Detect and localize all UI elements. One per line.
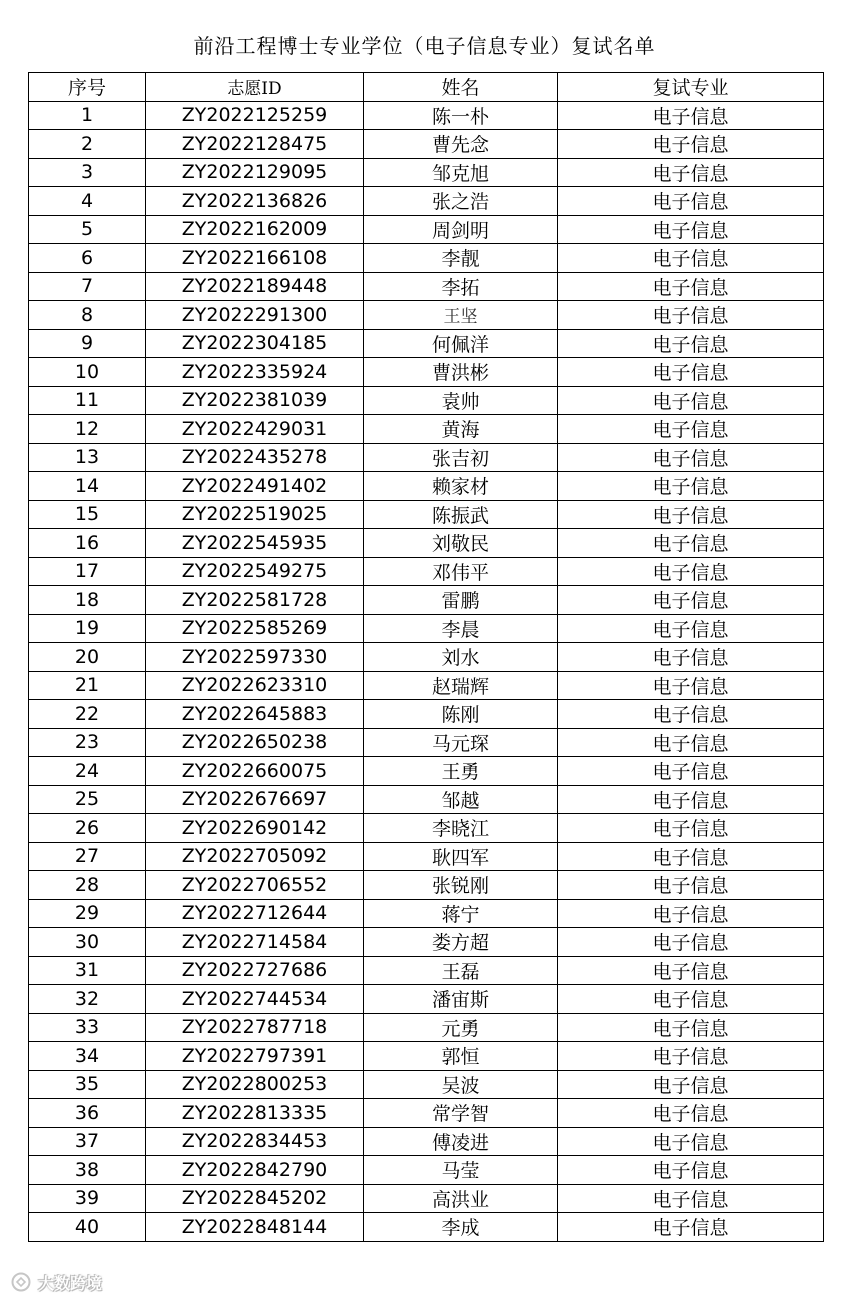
cell-name: 吴波	[364, 1070, 558, 1099]
cell-application-id: ZY2022125259	[146, 101, 364, 130]
cell-serial-no: 13	[29, 443, 146, 472]
cell-name: 刘敬民	[364, 529, 558, 558]
cell-major: 电子信息	[558, 272, 824, 301]
cell-application-id: ZY2022429031	[146, 415, 364, 444]
table-row	[29, 1127, 824, 1156]
cell-serial-no: 23	[29, 728, 146, 757]
table-row	[29, 586, 824, 615]
cell-name: 马元琛	[364, 728, 558, 757]
cell-application-id: ZY2022800253	[146, 1070, 364, 1099]
cell-name: 郭恒	[364, 1042, 558, 1071]
cell-serial-no: 34	[29, 1042, 146, 1071]
cell-major: 电子信息	[558, 1013, 824, 1042]
cell-name: 赵瑞辉	[364, 671, 558, 700]
cell-application-id: ZY2022744534	[146, 985, 364, 1014]
cell-application-id: ZY2022491402	[146, 472, 364, 501]
cell-name: 李拓	[364, 272, 558, 301]
table-row	[29, 529, 824, 558]
cell-major: 电子信息	[558, 842, 824, 871]
cell-application-id: ZY2022128475	[146, 130, 364, 159]
cell-name: 黄海	[364, 415, 558, 444]
cell-serial-no: 39	[29, 1184, 146, 1213]
cell-application-id: ZY2022813335	[146, 1099, 364, 1128]
cell-serial-no: 32	[29, 985, 146, 1014]
cell-name: 曹先念	[364, 130, 558, 159]
cell-major: 电子信息	[558, 557, 824, 586]
cell-application-id: ZY2022705092	[146, 842, 364, 871]
cell-application-id: ZY2022545935	[146, 529, 364, 558]
table-row	[29, 215, 824, 244]
table-row	[29, 472, 824, 501]
watermark-text: 大数跨境	[38, 1273, 103, 1293]
cell-major: 电子信息	[558, 785, 824, 814]
cell-serial-no: 22	[29, 700, 146, 729]
cell-serial-no: 35	[29, 1070, 146, 1099]
table-row	[29, 244, 824, 273]
cell-application-id: ZY2022797391	[146, 1042, 364, 1071]
table-row	[29, 1184, 824, 1213]
cell-serial-no: 30	[29, 928, 146, 957]
table-row	[29, 443, 824, 472]
cell-application-id: ZY2022166108	[146, 244, 364, 273]
table-row	[29, 358, 824, 387]
cell-major: 电子信息	[558, 130, 824, 159]
cell-application-id: ZY2022706552	[146, 871, 364, 900]
table-row	[29, 728, 824, 757]
cell-name: 张吉初	[364, 443, 558, 472]
cell-name: 潘宙斯	[364, 985, 558, 1014]
cell-name: 马莹	[364, 1156, 558, 1185]
cell-serial-no: 6	[29, 244, 146, 273]
table-row	[29, 757, 824, 786]
cell-major: 电子信息	[558, 215, 824, 244]
watermark	[10, 1269, 102, 1295]
cell-application-id: ZY2022581728	[146, 586, 364, 615]
cell-major: 电子信息	[558, 1099, 824, 1128]
table-row	[29, 130, 824, 159]
cell-name: 傅凌进	[364, 1127, 558, 1156]
cell-serial-no: 33	[29, 1013, 146, 1042]
table-row	[29, 1070, 824, 1099]
cell-application-id: ZY2022597330	[146, 643, 364, 672]
cell-serial-no: 11	[29, 386, 146, 415]
cell-serial-no: 12	[29, 415, 146, 444]
cell-application-id: ZY2022162009	[146, 215, 364, 244]
cell-serial-no: 37	[29, 1127, 146, 1156]
header-major: 复试专业	[558, 73, 824, 102]
cell-serial-no: 1	[29, 101, 146, 130]
cell-application-id: ZY2022291300	[146, 301, 364, 330]
cell-serial-no: 26	[29, 814, 146, 843]
cell-application-id: ZY2022676697	[146, 785, 364, 814]
roster-table	[28, 72, 824, 1242]
cell-serial-no: 3	[29, 158, 146, 187]
cell-major: 电子信息	[558, 586, 824, 615]
table-row	[29, 272, 824, 301]
cell-name: 娄方超	[364, 928, 558, 957]
cell-major: 电子信息	[558, 956, 824, 985]
cell-application-id: ZY2022129095	[146, 158, 364, 187]
table-row	[29, 386, 824, 415]
cell-serial-no: 9	[29, 329, 146, 358]
cell-major: 电子信息	[558, 899, 824, 928]
table-row	[29, 1042, 824, 1071]
cell-application-id: ZY2022848144	[146, 1213, 364, 1242]
cell-name: 何佩洋	[364, 329, 558, 358]
cell-name: 李晨	[364, 614, 558, 643]
cell-major: 电子信息	[558, 871, 824, 900]
header-application-id: 志愿ID	[146, 73, 364, 102]
cell-serial-no: 15	[29, 500, 146, 529]
cell-name: 李晓江	[364, 814, 558, 843]
cell-application-id: ZY2022304185	[146, 329, 364, 358]
cell-major: 电子信息	[558, 1156, 824, 1185]
table-row	[29, 871, 824, 900]
page-title: 前沿工程博士专业学位（电子信息专业）复试名单	[193, 34, 656, 58]
cell-name: 赖家材	[364, 472, 558, 501]
table-row	[29, 671, 824, 700]
cell-name: 周剑明	[364, 215, 558, 244]
cell-application-id: ZY2022787718	[146, 1013, 364, 1042]
cell-application-id: ZY2022842790	[146, 1156, 364, 1185]
cell-major: 电子信息	[558, 500, 824, 529]
cell-serial-no: 27	[29, 842, 146, 871]
table-header-row	[29, 73, 824, 102]
cell-serial-no: 14	[29, 472, 146, 501]
header-name: 姓名	[364, 73, 558, 102]
table-row	[29, 158, 824, 187]
header-serial-no: 序号	[29, 73, 146, 102]
cell-serial-no: 21	[29, 671, 146, 700]
cell-serial-no: 20	[29, 643, 146, 672]
cell-serial-no: 36	[29, 1099, 146, 1128]
table-row	[29, 1013, 824, 1042]
table-row	[29, 329, 824, 358]
cell-name: 张之浩	[364, 187, 558, 216]
cell-major: 电子信息	[558, 472, 824, 501]
cell-major: 电子信息	[558, 928, 824, 957]
cell-application-id: ZY2022712644	[146, 899, 364, 928]
table-row	[29, 899, 824, 928]
cell-application-id: ZY2022519025	[146, 500, 364, 529]
table-row	[29, 842, 824, 871]
cell-major: 电子信息	[558, 614, 824, 643]
cell-name: 曹洪彬	[364, 358, 558, 387]
cell-application-id: ZY2022549275	[146, 557, 364, 586]
cell-serial-no: 8	[29, 301, 146, 330]
table-row	[29, 557, 824, 586]
cell-application-id: ZY2022845202	[146, 1184, 364, 1213]
cell-name: 邹克旭	[364, 158, 558, 187]
roster-body	[29, 101, 824, 1241]
cell-major: 电子信息	[558, 158, 824, 187]
table-row	[29, 785, 824, 814]
cell-name: 张锐刚	[364, 871, 558, 900]
table-row	[29, 415, 824, 444]
table-row	[29, 301, 824, 330]
cell-major: 电子信息	[558, 728, 824, 757]
cell-major: 电子信息	[558, 671, 824, 700]
cell-name: 蒋宁	[364, 899, 558, 928]
cell-major: 电子信息	[558, 529, 824, 558]
brand-logo-icon	[10, 1271, 32, 1293]
table-row	[29, 500, 824, 529]
cell-application-id: ZY2022834453	[146, 1127, 364, 1156]
cell-application-id: ZY2022381039	[146, 386, 364, 415]
cell-name: 陈一朴	[364, 101, 558, 130]
cell-major: 电子信息	[558, 244, 824, 273]
cell-serial-no: 17	[29, 557, 146, 586]
cell-serial-no: 4	[29, 187, 146, 216]
cell-major: 电子信息	[558, 643, 824, 672]
table-row	[29, 101, 824, 130]
cell-name: 李靓	[364, 244, 558, 273]
cell-major: 电子信息	[558, 1213, 824, 1242]
cell-serial-no: 16	[29, 529, 146, 558]
cell-name: 王坚	[364, 301, 558, 330]
cell-application-id: ZY2022645883	[146, 700, 364, 729]
cell-serial-no: 40	[29, 1213, 146, 1242]
cell-name: 李成	[364, 1213, 558, 1242]
cell-application-id: ZY2022335924	[146, 358, 364, 387]
table-row	[29, 814, 824, 843]
cell-major: 电子信息	[558, 1042, 824, 1071]
cell-application-id: ZY2022623310	[146, 671, 364, 700]
cell-name: 袁帅	[364, 386, 558, 415]
cell-major: 电子信息	[558, 700, 824, 729]
cell-name: 邹越	[364, 785, 558, 814]
table-row	[29, 985, 824, 1014]
table-row	[29, 1213, 824, 1242]
cell-name: 王磊	[364, 956, 558, 985]
cell-major: 电子信息	[558, 301, 824, 330]
cell-serial-no: 24	[29, 757, 146, 786]
cell-serial-no: 10	[29, 358, 146, 387]
cell-major: 电子信息	[558, 985, 824, 1014]
cell-name: 王勇	[364, 757, 558, 786]
cell-major: 电子信息	[558, 757, 824, 786]
table-row	[29, 700, 824, 729]
cell-major: 电子信息	[558, 187, 824, 216]
cell-major: 电子信息	[558, 329, 824, 358]
cell-application-id: ZY2022585269	[146, 614, 364, 643]
cell-application-id: ZY2022660075	[146, 757, 364, 786]
cell-application-id: ZY2022189448	[146, 272, 364, 301]
cell-application-id: ZY2022714584	[146, 928, 364, 957]
cell-major: 电子信息	[558, 1184, 824, 1213]
cell-name: 元勇	[364, 1013, 558, 1042]
cell-application-id: ZY2022727686	[146, 956, 364, 985]
cell-serial-no: 19	[29, 614, 146, 643]
cell-serial-no: 5	[29, 215, 146, 244]
cell-serial-no: 25	[29, 785, 146, 814]
table-row	[29, 1156, 824, 1185]
cell-major: 电子信息	[558, 443, 824, 472]
cell-name: 耿四军	[364, 842, 558, 871]
cell-serial-no: 38	[29, 1156, 146, 1185]
cell-application-id: ZY2022650238	[146, 728, 364, 757]
cell-name: 高洪业	[364, 1184, 558, 1213]
cell-serial-no: 18	[29, 586, 146, 615]
cell-name: 陈振武	[364, 500, 558, 529]
cell-major: 电子信息	[558, 358, 824, 387]
cell-serial-no: 29	[29, 899, 146, 928]
cell-major: 电子信息	[558, 1070, 824, 1099]
cell-major: 电子信息	[558, 1127, 824, 1156]
cell-major: 电子信息	[558, 101, 824, 130]
table-row	[29, 928, 824, 957]
cell-serial-no: 31	[29, 956, 146, 985]
cell-name: 常学智	[364, 1099, 558, 1128]
cell-serial-no: 2	[29, 130, 146, 159]
table-row	[29, 643, 824, 672]
cell-serial-no: 7	[29, 272, 146, 301]
cell-name: 陈刚	[364, 700, 558, 729]
cell-application-id: ZY2022136826	[146, 187, 364, 216]
cell-major: 电子信息	[558, 415, 824, 444]
table-row	[29, 956, 824, 985]
cell-application-id: ZY2022690142	[146, 814, 364, 843]
cell-name: 雷鹏	[364, 586, 558, 615]
cell-application-id: ZY2022435278	[146, 443, 364, 472]
table-row	[29, 614, 824, 643]
cell-serial-no: 28	[29, 871, 146, 900]
cell-name: 邓伟平	[364, 557, 558, 586]
cell-major: 电子信息	[558, 814, 824, 843]
cell-name: 刘水	[364, 643, 558, 672]
cell-major: 电子信息	[558, 386, 824, 415]
table-row	[29, 1099, 824, 1128]
table-row	[29, 187, 824, 216]
